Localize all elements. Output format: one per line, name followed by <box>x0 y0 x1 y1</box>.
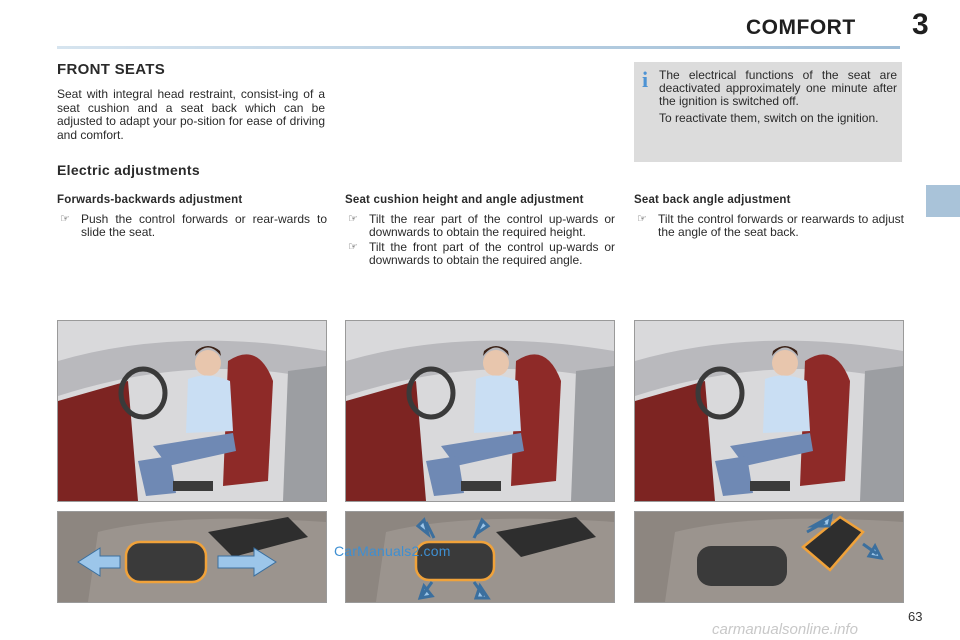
driver-seat-photo <box>345 320 615 502</box>
intro-paragraph: Seat with integral head restraint, consist-ing of a seat cushion and a seat back which can be adjusted to adapt your po-sition for ease of driving and comfort. <box>57 87 325 142</box>
instruction-bullet <box>345 241 615 267</box>
column-title: Seat cushion height and angle adjustment <box>345 194 584 206</box>
instruction-text: Tilt the rear part of the control up-wards or downwards to obtain the required height. <box>369 212 615 239</box>
info-paragraph: To reactivate them, switch on the ignition. <box>659 111 879 125</box>
section-title: FRONT SEATS <box>57 61 166 78</box>
instruction-text: Tilt the front part of the control up-wards or downwards to obtain the required angle. <box>369 240 615 267</box>
instruction-text: Push the control forwards or rear-wards to slide the seat. <box>81 212 327 239</box>
pointing-hand-icon: ☞ <box>60 213 70 225</box>
chapter-title: COMFORT <box>746 16 856 39</box>
seat-illustration <box>58 321 326 501</box>
driver-seat-photo <box>57 320 327 502</box>
column-forwards-backwards <box>57 194 327 241</box>
info-icon: i <box>642 67 649 92</box>
footer-url[interactable]: carmanualsonline.info <box>712 621 858 638</box>
watermark: CarManuals2.com <box>334 543 451 559</box>
instruction-text: Tilt the control forwards or rearwards to adjust the angle of the seat back. <box>658 212 904 239</box>
info-paragraph: The electrical functions of the seat are deactivated approximately one minute after the ignition is switched off. <box>659 68 897 108</box>
subsection-title: Electric adjustments <box>57 162 200 178</box>
column-cushion <box>345 194 615 269</box>
seat-slide-control-detail <box>57 511 327 603</box>
chapter-number: 3 <box>912 8 929 41</box>
driver-seat-photo <box>634 320 904 502</box>
column-title: Forwards-backwards adjustment <box>57 194 243 206</box>
pointing-hand-icon: ☞ <box>348 241 358 253</box>
page-number: 63 <box>908 609 923 624</box>
instruction-bullet <box>57 213 327 239</box>
seat-illustration <box>346 321 614 501</box>
pointing-hand-icon: ☞ <box>637 213 647 225</box>
instruction-bullet <box>345 213 615 239</box>
column-seat-back <box>634 194 904 241</box>
seat-back-control-detail <box>634 511 904 603</box>
header-rule <box>57 46 900 49</box>
chapter-side-tab[interactable] <box>926 185 960 217</box>
instruction-bullet <box>634 213 904 239</box>
seat-illustration <box>635 321 903 501</box>
info-box <box>634 62 902 162</box>
column-title: Seat back angle adjustment <box>634 194 791 206</box>
pointing-hand-icon: ☞ <box>348 213 358 225</box>
